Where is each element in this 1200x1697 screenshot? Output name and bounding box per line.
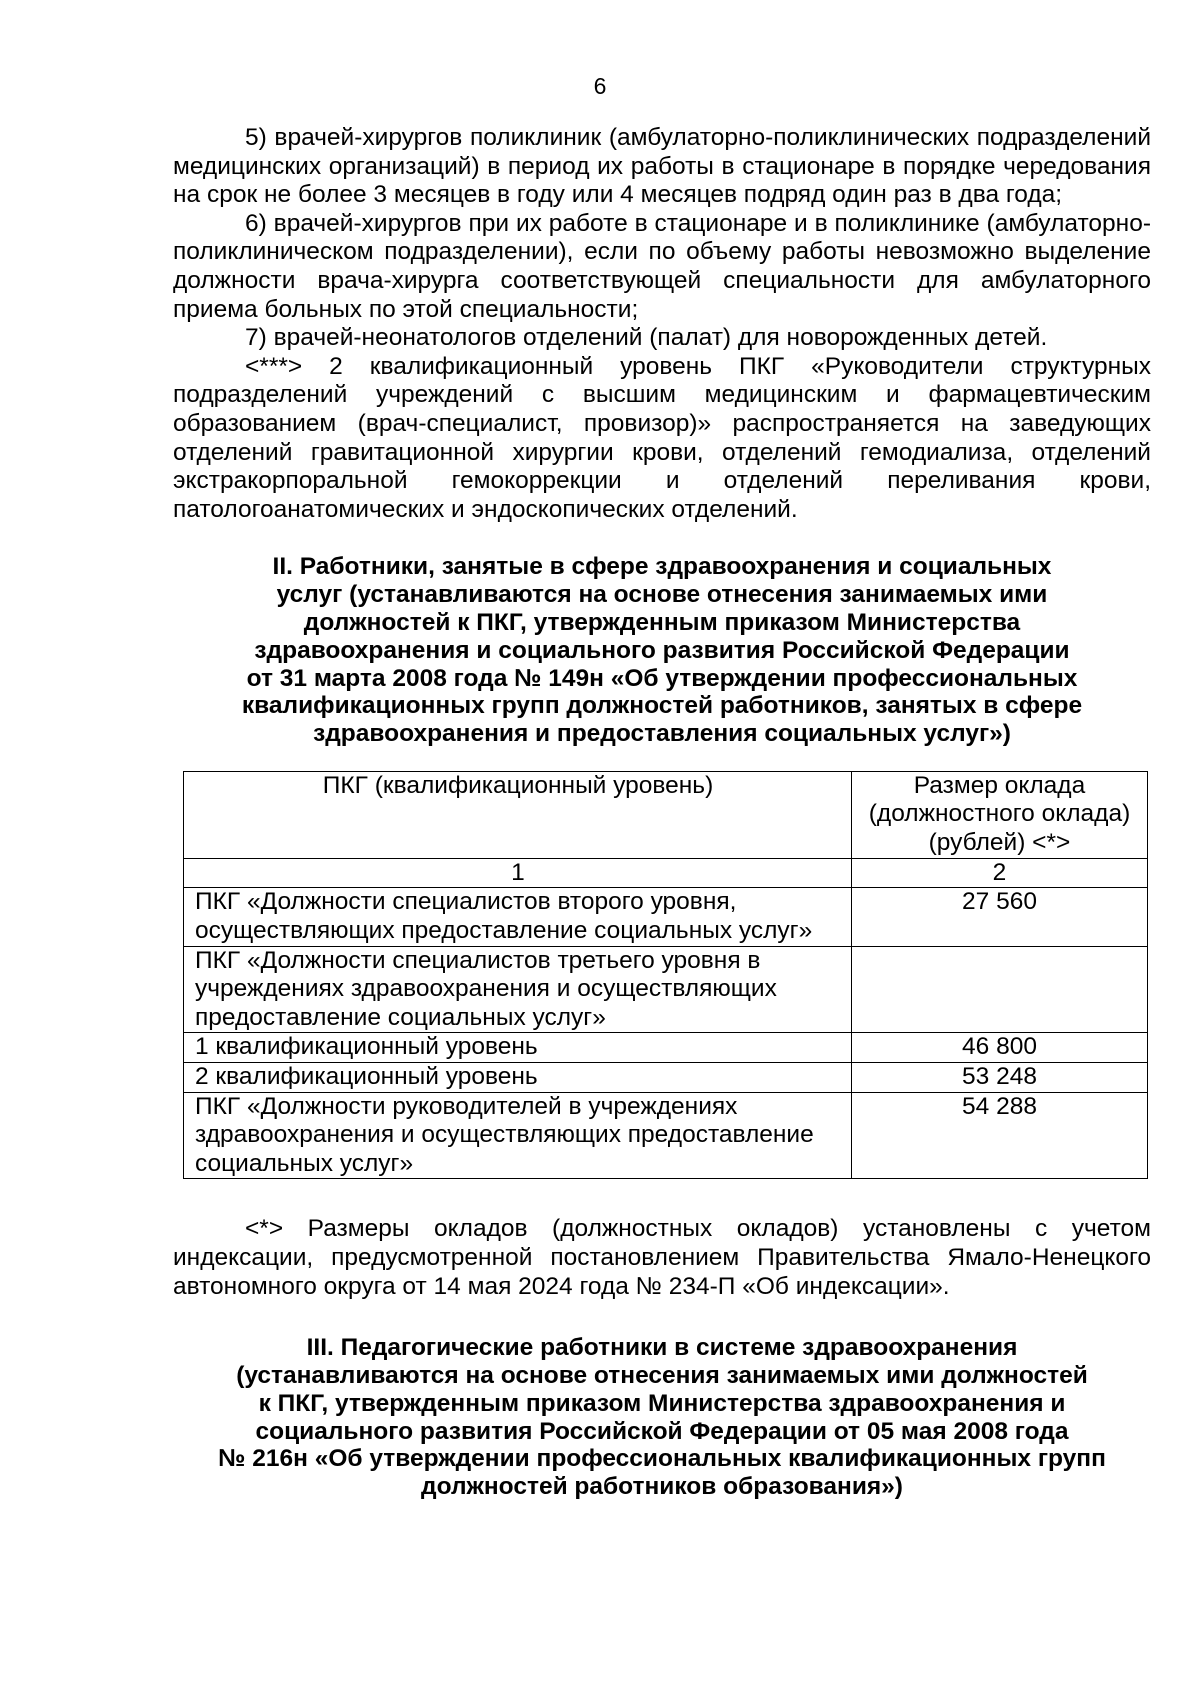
table-column-number: 1 [184, 858, 852, 888]
paragraph-footnote-triple-star: <***> 2 квалификационный уровень ПКГ «Руководители структурных подразделений учреждений с высшим медицинским и фармацевтическим образованием (врач-специалист, провизор)» распространяется на заведующих отделений гравитационной хирургии крови, отделений гемодиализа, отделений экстракорпоральной гемокоррекции и отделений переливания крови, патологоанатомических и эндоскопических отделений. [173, 352, 1151, 523]
heading-line: от 31 марта 2008 года № 149н «Об утверждении профессиональных [246, 664, 1078, 692]
heading-line: III. Педагогические работники в системе здравоохранения [306, 1334, 1018, 1362]
table-footnote: <*> Размеры окладов (должностных окладов) установлены с учетом индексации, предусмотренной постановлением Правительства Ямало-Ненецкого автономного округа от 14 мая 2024 года № 234-П «Об индексации». [173, 1215, 1151, 1300]
table-cell-name: ПКГ «Должности руководителей в учреждениях здравоохранения и осуществляющих предоставление социальных услуг» [184, 1092, 852, 1179]
heading-line: должностей к ПКГ, утвержденным приказом Министерства [303, 608, 1021, 636]
table-cell-name: ПКГ «Должности специалистов третьего уровня в учреждениях здравоохранения и осуществляющих предоставление социальных услуг» [184, 946, 852, 1033]
heading-line: к ПКГ, утвержденным приказом Министерства здравоохранения и [258, 1389, 1066, 1417]
heading-line: квалификационных групп должностей работников, занятых в сфере [241, 692, 1083, 720]
table-row [184, 946, 1148, 1033]
table-column-numbers-row [184, 858, 1148, 888]
table-cell-name: 1 квалификационный уровень [184, 1033, 852, 1063]
table-column-number: 2 [852, 858, 1148, 888]
page-number: 6 [593, 73, 607, 99]
table-row [184, 1033, 1148, 1063]
table-row [184, 888, 1148, 946]
table-cell-value [852, 946, 1148, 1033]
table-header-pkg: ПКГ (квалификационный уровень) [184, 771, 852, 858]
salary-table [183, 771, 1148, 1180]
table-cell-name: 2 квалификационный уровень [184, 1063, 852, 1093]
heading-line: № 216н «Об утверждении профессиональных квалификационных групп [218, 1445, 1106, 1473]
table-header-salary: Размер оклада (должностного оклада) (рублей) <*> [852, 771, 1148, 858]
heading-line: должностей работников образования») [421, 1473, 903, 1501]
heading-line: здравоохранения и социального развития Российской Федерации [254, 636, 1070, 664]
table-header-row [184, 771, 1148, 858]
table-row [184, 1063, 1148, 1093]
section-2-heading [173, 553, 1151, 748]
table-cell-value: 54 288 [852, 1092, 1148, 1179]
paragraph-item-6: 6) врачей-хирургов при их работе в стационаре и в поликлинике (амбулаторно-поликлиническом подразделении), если по объему работы невозможно выделение должности врача-хирурга соответствующей специальности для амбулаторного приема больных по этой специальности; [173, 209, 1151, 323]
table-cell-value: 27 560 [852, 888, 1148, 946]
paragraph-item-5: 5) врачей-хирургов поликлиник (амбулаторно-поликлинических подразделений медицинских организаций) в период их работы в стационаре в порядке чередования на срок не более 3 месяцев в году или 4 месяцев подряд один раз в два года; [173, 124, 1151, 209]
heading-line: здравоохранения и предоставления социальных услуг») [313, 720, 1011, 748]
heading-line: социального развития Российской Федерации от 05 мая 2008 года [255, 1417, 1069, 1445]
heading-line: (устанавливаются на основе отнесения занимаемых ими должностей [236, 1362, 1088, 1389]
document-content [173, 124, 1151, 1501]
section-3-heading [173, 1334, 1151, 1501]
heading-line: II. Работники, занятые в сфере здравоохранения и социальных [272, 553, 1052, 581]
table-cell-value: 46 800 [852, 1033, 1148, 1063]
table-row [184, 1092, 1148, 1179]
heading-line: услуг (устанавливаются на основе отнесения занимаемых ими [276, 581, 1048, 609]
table-cell-name: ПКГ «Должности специалистов второго уровня, осуществляющих предоставление социальных услуг» [184, 888, 852, 946]
table-cell-value: 53 248 [852, 1063, 1148, 1093]
paragraph-item-7: 7) врачей-неонатологов отделений (палат) для новорожденных детей. [245, 324, 1048, 352]
